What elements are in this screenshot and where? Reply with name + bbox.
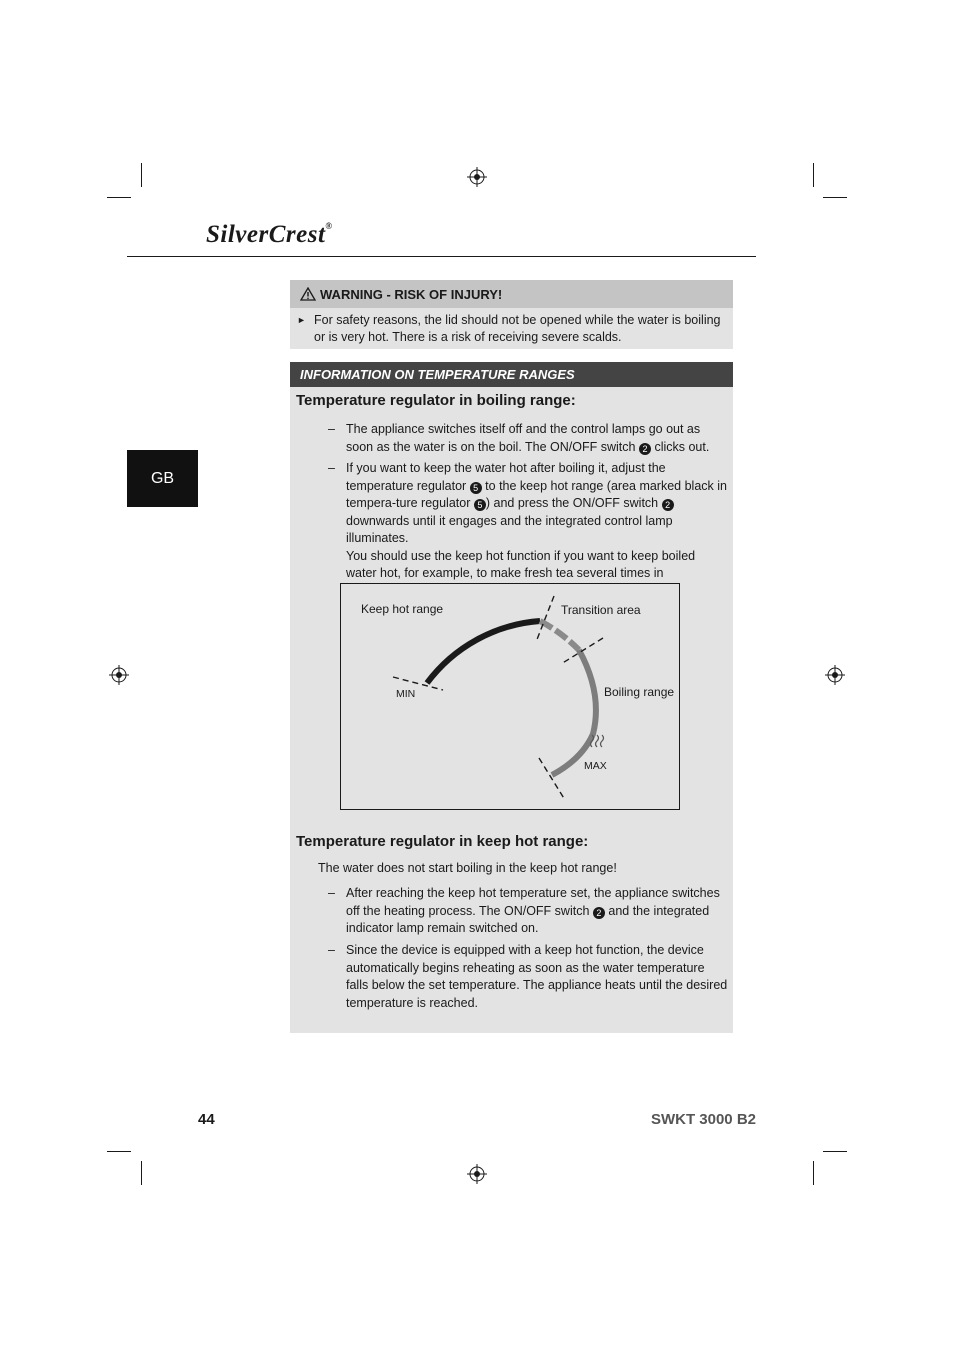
brand-logo: SilverCrest®	[206, 221, 333, 248]
crop-mark	[823, 1151, 847, 1152]
boiling-arc	[552, 650, 596, 775]
max-label: MAX	[584, 760, 607, 772]
registration-mark-icon	[109, 665, 129, 685]
list-item: – Since the device is equipped with a keep hot function, the device automatically begins reheating as soon as the water temperature falls below the set temperature. The appliance heats until the desired temperature is reached.	[328, 943, 728, 1010]
section-intro: The water does not start boiling in the keep hot range!	[318, 861, 617, 875]
list-item: – The appliance switches itself off and the control lamps go out as soon as the water is on the boil. The ON/OFF switch 2 clicks out.	[328, 422, 710, 454]
registration-mark-icon	[467, 167, 487, 187]
min-label: MIN	[396, 688, 416, 700]
keep-hot-arc	[427, 621, 540, 683]
list-item: – If you want to keep the water hot after boiling it, adjust the temperature regulator 5 to the keep hot range (area marked black in tempera-ture regulator 5 ) and press the ON/OFF switch 2 downwards until it engages and the integrated control lamp illuminates. You should use the keep hot function if you want to keep boiled water hot, for example, to make fresh tea several times in	[328, 461, 727, 580]
crop-mark	[107, 1151, 131, 1152]
warning-title: WARNING - RISK OF INJURY!	[320, 286, 503, 302]
model-number: SWKT 3000 B2	[650, 1111, 756, 1128]
transition-arc	[540, 621, 579, 650]
warning-box	[290, 280, 733, 349]
crop-mark	[813, 1161, 814, 1185]
warning-header	[290, 280, 733, 308]
registration-mark-icon	[825, 665, 845, 685]
crop-mark	[823, 197, 847, 198]
crop-mark	[107, 197, 131, 198]
boiling-label: Boiling range	[604, 685, 675, 699]
arrow-bullet-icon: ►	[297, 315, 306, 325]
section-heading: Temperature regulator in boiling range:	[296, 392, 576, 409]
registration-mark-icon	[467, 1164, 487, 1184]
page-number: 44	[198, 1111, 215, 1128]
keep-hot-label: Keep hot range	[361, 602, 444, 616]
warning-text: For safety reasons, the lid should not be opened while the water is boiling or is very hot. There is a risk of receiving severe scalds.	[314, 313, 721, 344]
warning-triangle-icon	[300, 287, 316, 301]
transition-label: Transition area	[561, 603, 641, 617]
crop-mark	[141, 163, 142, 187]
info-box	[290, 362, 733, 1033]
list-item: – After reaching the keep hot temperature set, the appliance switches off the heating process. The ON/OFF switch 2 and the integrated indicator lamp remain switched on.	[328, 886, 720, 935]
crop-mark	[813, 163, 814, 187]
info-header: INFORMATION ON TEMPERATURE RANGES	[290, 362, 733, 387]
header-rule	[127, 256, 756, 257]
max-divider	[539, 758, 565, 800]
crop-mark	[141, 1161, 142, 1185]
section-heading: Temperature regulator in keep hot range:	[296, 833, 589, 850]
language-tab: GB	[127, 450, 198, 507]
temperature-dial-diagram	[340, 583, 680, 810]
